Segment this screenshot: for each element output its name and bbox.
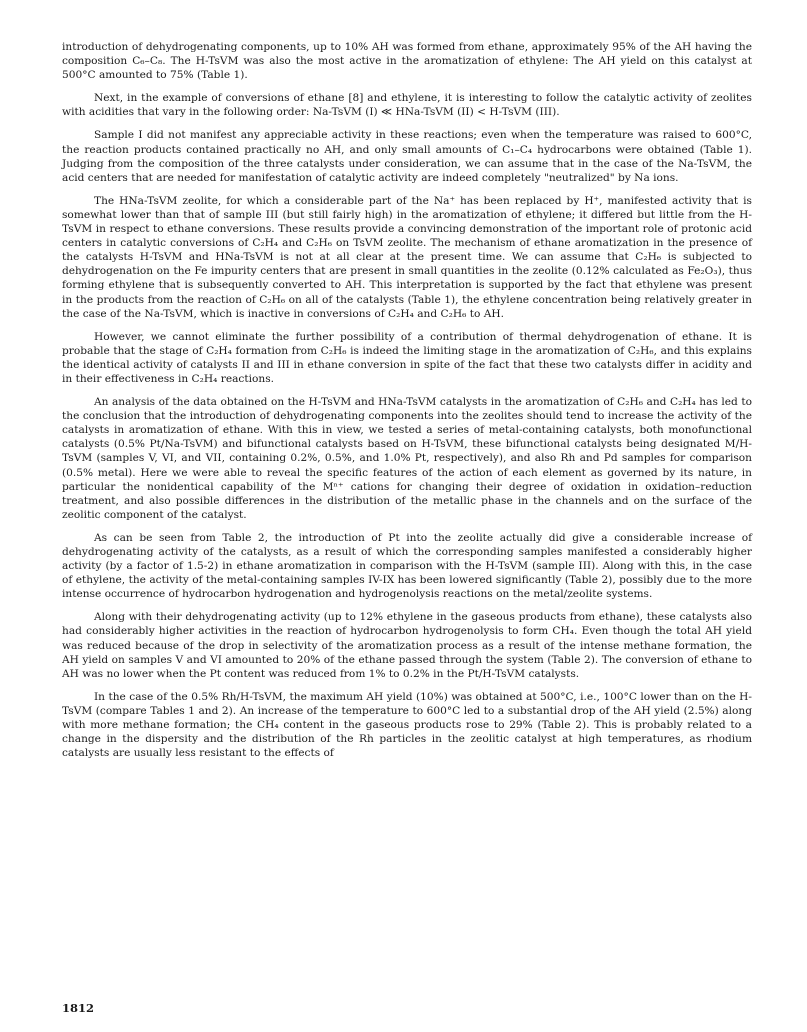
paragraph-9: In the case of the 0.5% Rh/H-TsVM, the maximum AH yield (10%) was obtained at 500°C, i.e., 100°C lower than on the H-TsVM (compare Tables 1 and 2). An increase of the temperature to 600°C led to a substantial drop of the AH yield (2.5%) along with more methane formation; the CH₄ content in the gaseous products rose to 29% (Table 2). This is probably related to a change in the dispersity and the distribution of the Rh particles in the zeolitic catalyst at high temperatures, as rhodium catalysts are usually less resistant to the effects of [62, 690, 752, 760]
paragraph-3: Sample I did not manifest any appreciable activity in these reactions; even when the temperature was raised to 600°C, the reaction products contained practically no AH, and only small amounts of C₁–C₄ hydrocarbons were obtained (Table 1). Judging from the composition of the three catalysts under consideration, we can assume that in the case of the Na-TsVM, the acid centers that are needed for manifestation of catalytic activity are indeed completely "neutralized" by Na ions. [62, 129, 752, 184]
article-body [62, 40, 752, 769]
paragraph-1: introduction of dehydrogenating components, up to 10% AH was formed from ethane, approximately 95% of the AH having the composition C₆–C₈. The H-TsVM was also the most active in the aromatization of ethylene: The AH yield on this catalyst at 500°C amounted to 75% (Table 1). [62, 41, 752, 82]
paragraph-4: The HNa-TsVM zeolite, for which a considerable part of the Na⁺ has been replaced by H⁺, manifested activity that is somewhat lower than that of sample III (but still fairly high) in the aromatization of ethylene; it differed but little from the H-TsVM in respect to ethane conversions. These results provide a convincing demonstration of the important role of protonic acid centers in catalytic conversions of C₂H₄ and C₂H₆ on TsVM zeolite. The mechanism of ethane aromatization in the presence of the catalysts H-TsVM and HNa-TsVM is not at all clear at the present time. We can assume that C₂H₆ is subjected to dehydrogenation on the Fe impurity centers that are present in small quantities in the zeolite (0.12% calculated as Fe₂O₃), thus forming ethylene that is subsequently converted to AH. This interpretation is supported by the fact that ethylene was present in the products from the reaction of C₂H₆ on all of the catalysts (Table 1), the ethylene concentration being relatively greater in the case of the Na-TsVM, which is inactive in conversions of C₂H₄ and C₂H₆ to AH. [62, 194, 752, 320]
paragraph-6: An analysis of the data obtained on the H-TsVM and HNa-TsVM catalysts in the aromatization of C₂H₆ and C₂H₄ has led to the conclusion that the introduction of dehydrogenating components into the zeolites should tend to increase the activity of the catalysts in aromatization of ethane. With this in view, we tested a series of metal-containing catalysts, both monofunctional catalysts (0.5% Pt/Na-TsVM) and bifunctional catalysts based on H-TsVM, these bifunctional catalysts being designated M/H-TsVM (samples V, VI, and VII, containing 0.2%, 0.5%, and 1.0% Pt, respectively), and also Rh and Pd samples for comparison (0.5% metal). Here we were able to reveal the specific features of the action of each element as governed by its nature, in particular the nonidentical capability of the Mⁿ⁺ cations for changing their degree of oxidation in oxidation–reduction treatment, and also possible differences in the distribution of the metallic phase in the channels and on the surface of the zeolitic component of the catalyst. [62, 396, 752, 521]
page-number: 1812 [62, 1001, 95, 1015]
paragraph-7: As can be seen from Table 2, the introduction of Pt into the zeolite actually did give a considerable increase of dehydrogenating activity of the catalysts, as a result of which the corresponding samples manifested a considerably higher activity (by a factor of 1.5-2) in ethane aromatization in comparison with the H-TsVM (sample III). Along with this, in the case of ethylene, the activity of the metal-containing samples IV-IX has been lowered significantly (Table 2), possibly due to the more intense occurrence of hydrocarbon hydrogenation and hydrogenolysis reactions on the metal/zeolite systems. [62, 531, 752, 601]
paragraph-8: Along with their dehydrogenating activity (up to 12% ethylene in the gaseous products from ethane), these catalysts also had considerably higher activities in the reaction of hydrocarbon hydrogenolysis to form CH₄. Even though the total AH yield was reduced because of the drop in selectivity of the aromatization process as a result of the intense methane formation, the AH yield on samples V and VI amounted to 20% of the ethane passed through the system (Table 2). The conversion of ethane to AH was no lower when the Pt content was reduced from 1% to 0.2% in the Pt/H-TsVM catalysts. [62, 611, 752, 680]
paragraph-5: However, we cannot eliminate the further possibility of a contribution of thermal dehydrogenation of ethane. It is probable that the stage of C₂H₄ formation from C₂H₆ is indeed the limiting stage in the aromatization of C₂H₆, and this explains the identical activity of catalysts II and III in ethane conversion in spite of the fact that these two catalysts differ in acidity and in their effectiveness in C₂H₄ reactions. [62, 330, 752, 385]
paragraph-2: Next, in the example of conversions of ethane [8] and ethylene, it is interesting to follow the catalytic activity of zeolites with acidities that vary in the following order: Na-TsVM (I) ≪ HNa-TsVM (II) < H-TsVM (III). [62, 92, 752, 119]
